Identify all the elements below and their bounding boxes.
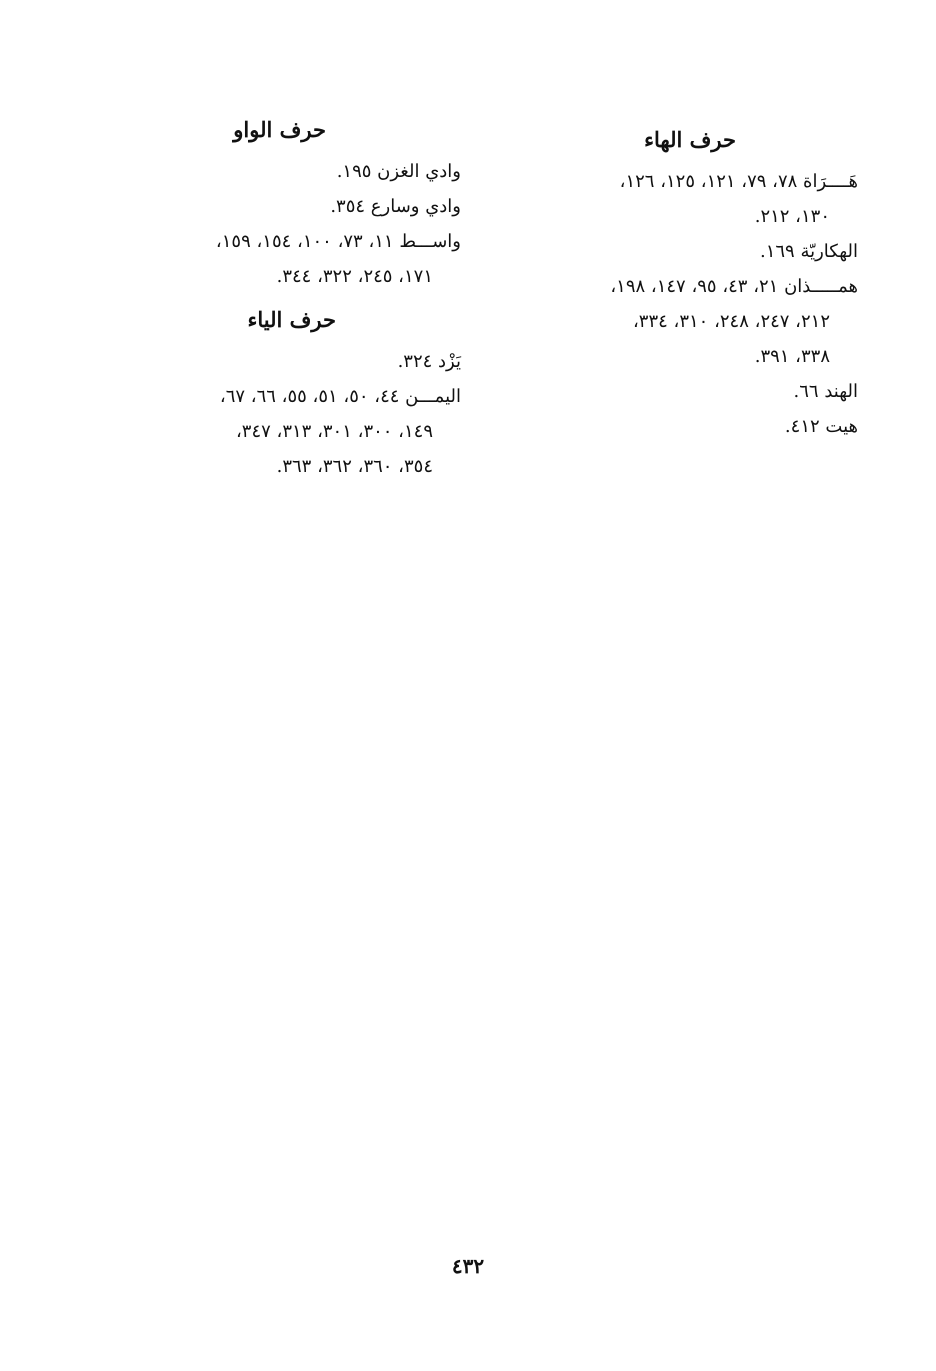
heading-ha: حرف الهاء [644,127,736,152]
entry-hakkariyya [513,234,858,269]
entry-line-cont: ٣٥٤، ٣٦٠، ٣٦٢، ٣٦٣. [276,456,433,477]
entry-line: وادي وسارع ٣٥٤. [330,196,461,217]
entry-line-cont: ٣٣٨، ٣٩١. [754,346,830,367]
entry-line: واســـط ١١، ٧٣، ١٠٠، ١٥٤، ١٥٩، [215,231,461,252]
entry-hit [513,409,858,444]
entry-line: هيت ٤١٢. [784,416,858,437]
entry-line-cont: ١٧١، ٢٤٥، ٣٢٢، ٣٤٤. [276,266,433,287]
entry-line-cont: ٢١٢، ٢٤٧، ٢٤٨، ٣١٠، ٣٣٤، [632,311,830,332]
entry-wadi-ghazn [111,154,461,189]
entry-line: هَــــرَاة ٧٨، ٧٩، ١٢١، ١٢٥، ١٢٦، [619,171,858,192]
entry-herat [513,164,858,234]
entry-hind [513,374,858,409]
entry-line: الهكاريّة ١٦٩. [759,241,858,262]
entry-line-cont: ١٤٩، ٣٠٠، ٣٠١، ٣١٣، ٣٤٧، [235,421,433,442]
heading-ya: حرف الياء [247,307,336,332]
entry-line: يَزْد ٣٢٤. [397,351,461,372]
entry-yemen [111,379,461,484]
entry-line: اليمـــن ٤٤، ٥٠، ٥١، ٥٥، ٦٦، ٦٧، [219,386,461,407]
entry-wadi-wasari [111,189,461,224]
entry-yazd [111,344,461,379]
entry-wasit [111,224,461,294]
entry-hamadan [513,269,858,374]
heading-waw: حرف الواو [233,117,326,142]
column-waw-ya [111,112,461,484]
entry-line: همـــــذان ٢١، ٤٣، ٩٥، ١٤٧، ١٩٨، [610,276,858,297]
entry-line: وادي الغزن ١٩٥. [336,161,461,182]
column-ha [513,122,858,444]
entry-line-cont: ١٣٠، ٢١٢. [754,206,830,227]
page-number: ٤٣٢ [451,1254,485,1278]
entry-line: الهند ٦٦. [793,381,858,402]
